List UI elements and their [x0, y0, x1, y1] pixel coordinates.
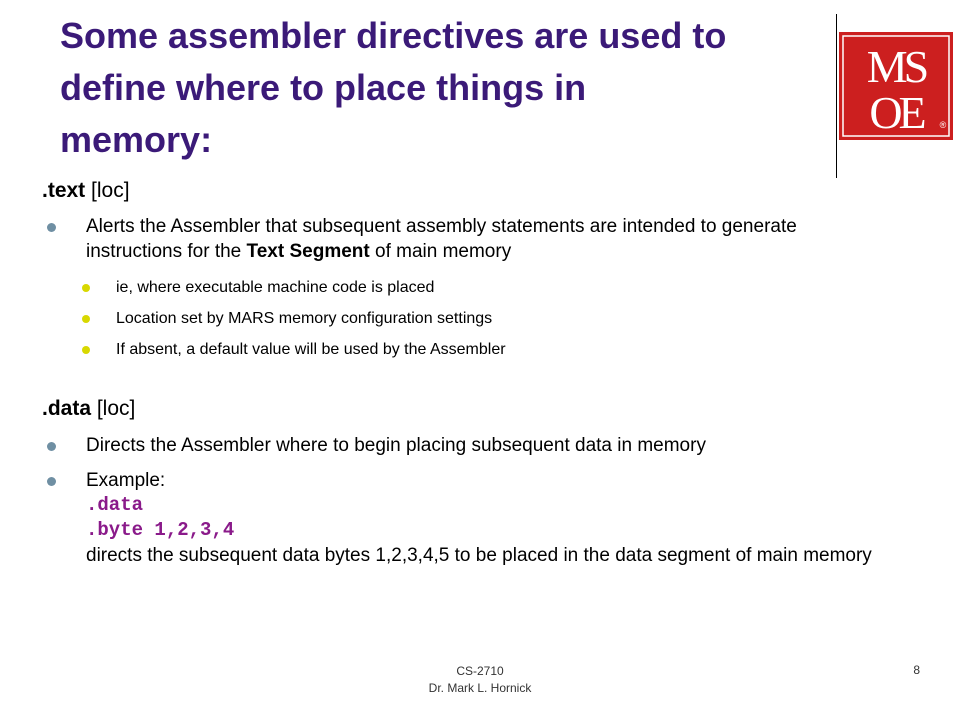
text-sub-bullet-3: If absent, a default value will be used by the Assembler [116, 340, 876, 360]
text-bullet-1-post: of main memory [369, 241, 512, 262]
text-sub-bullet-2: Location set by MARS memory configuration settings [116, 309, 876, 329]
sub-bullet-icon [82, 346, 90, 354]
text-bullet-1 [86, 214, 886, 264]
slide-footer [380, 663, 580, 697]
title-line-1: Some assembler directives are used to [60, 15, 727, 56]
sub-bullet-icon [82, 315, 90, 323]
example-label: Example: [86, 470, 166, 491]
text-directive: .text [42, 179, 86, 202]
page-number: 8 [913, 663, 920, 677]
footer-author: Dr. Mark L. Hornick [428, 681, 532, 695]
svg-text:OE: OE [869, 87, 923, 138]
code-line-1: .data [86, 494, 144, 516]
title-line-3: memory: [60, 119, 213, 160]
data-directive-heading [42, 396, 135, 422]
bullet-icon [47, 223, 56, 232]
title-line-2: define where to place things in [60, 67, 587, 108]
bullet-icon [47, 442, 56, 451]
data-bullet-1: Directs the Assembler where to begin placing subsequent data in memory [86, 433, 886, 458]
text-directive-arg: [loc] [85, 179, 130, 202]
svg-text:MS: MS [866, 41, 926, 92]
svg-text:®: ® [939, 120, 947, 130]
code-line-2: .byte 1,2,3,4 [86, 519, 235, 541]
data-bullet-2 [86, 468, 886, 568]
text-bullet-1-pre: Alerts the Assembler that subsequent assembly statements are intended to generate instructions for the [86, 216, 797, 262]
data-directive-arg: [loc] [91, 397, 136, 420]
example-description: directs the subsequent data bytes 1,2,3,4,5 to be placed in the data segment of main memory [86, 545, 872, 566]
text-directive-heading [42, 178, 130, 204]
text-bullet-1-bold: Text Segment [246, 241, 370, 262]
data-directive: .data [42, 397, 92, 420]
text-sub-bullet-1: ie, where executable machine code is placed [116, 278, 876, 298]
bullet-icon [47, 477, 56, 486]
footer-course: CS-2710 [456, 664, 504, 678]
sub-bullet-icon [82, 284, 90, 292]
